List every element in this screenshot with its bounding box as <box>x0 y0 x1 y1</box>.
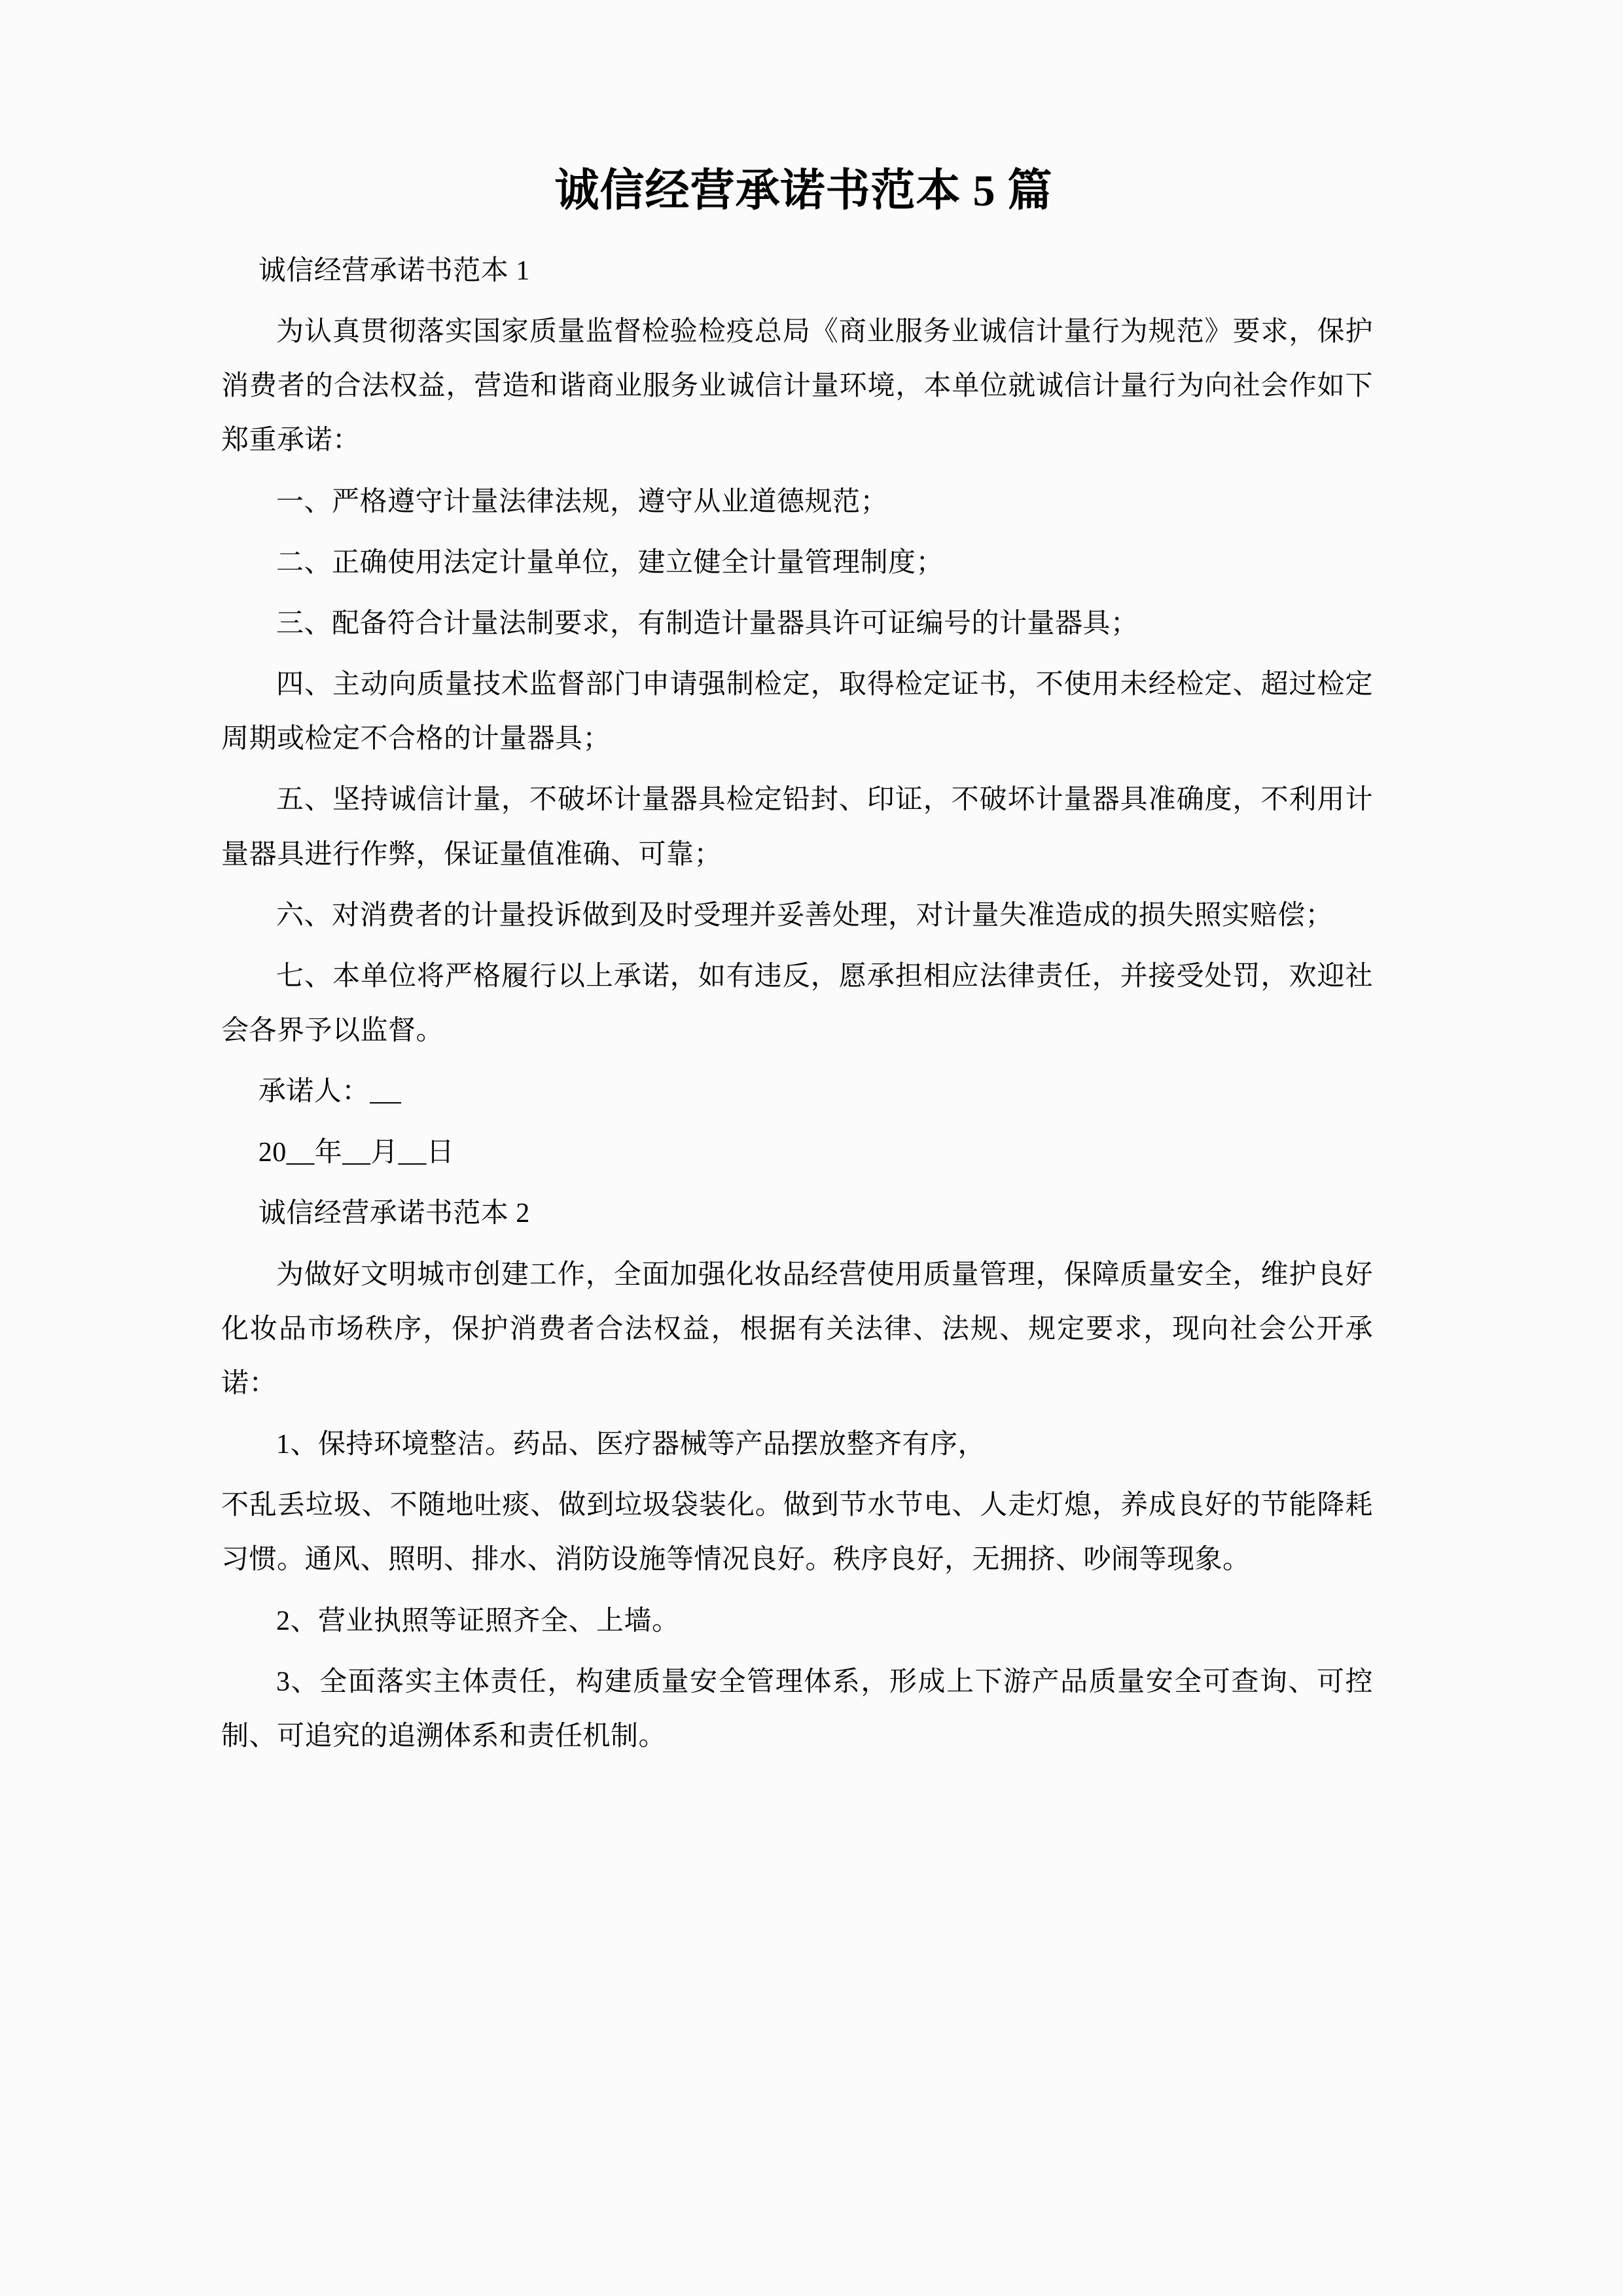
section-1-item-3: 三、配备符合计量法制要求，有制造计量器具许可证编号的计量器具； <box>276 608 1139 639</box>
section-label-1: 诚信经营承诺书范本 1 <box>258 255 530 286</box>
section-1-item-5: 五、坚持诚信计量，不破坏计量器具检定铅封、印证，不破坏计量器具准确度，不利用计量器具进行作弊，保证量值准确、可靠； <box>221 785 1373 870</box>
section-1-item-1: 一、严格遵守计量法律法规，遵守从业道德规范； <box>276 486 889 517</box>
promisor-signature-line <box>221 1065 1373 1119</box>
document-content <box>221 164 1373 1770</box>
section-2-item-2: 2、营业执照等证照齐全、上墙。 <box>276 1605 680 1636</box>
section-label-2: 诚信经营承诺书范本 2 <box>258 1198 530 1229</box>
section-1-item-7: 七、本单位将严格履行以上承诺，如有违反，愿承担相应法律责任，并接受处罚，欢迎社会各界予以监督。 <box>221 961 1373 1046</box>
section-1-item-4: 四、主动向质量技术监督部门申请强制检定，取得检定证书，不使用未经检定、超过检定周期或检定不合格的计量器具； <box>221 670 1373 755</box>
section-1-paragraph-intro: 为认真贯彻落实国家质量监督检验检疫总局《商业服务业诚信计量行为规范》要求，保护消费者的合法权益，营造和谐商业服务业诚信计量环境，本单位就诚信计量行为向社会作如下郑重承诺： <box>221 317 1373 456</box>
date-line: 20__年__月__日 <box>258 1138 455 1168</box>
section-1-item-2: 二、正确使用法定计量单位，建立健全计量管理制度； <box>276 547 944 578</box>
section-2-item-1-continued: 不乱丢垃圾、不随地吐痰、做到垃圾袋装化。做到节水节电、人走灯熄，养成良好的节能降耗习惯。通风、照明、排水、消防设施等情况良好。秩序良好，无拥挤、吵闹等现象。 <box>221 1490 1373 1575</box>
section-1-item-6: 六、对消费者的计量投诉做到及时受理并妥善处理，对计量失准造成的损失照实赔偿； <box>276 900 1334 931</box>
promisor-label: 承诺人： <box>258 1077 370 1107</box>
promisor-blank <box>370 1083 401 1103</box>
section-2-item-3: 3、全面落实主体责任，构建质量安全管理体系，形成上下游产品质量安全可查询、可控制、可追究的追溯体系和责任机制。 <box>221 1666 1373 1751</box>
section-2-paragraph-intro: 为做好文明城市创建工作，全面加强化妆品经营使用质量管理，保障质量安全，维护良好化妆品市场秩序，保护消费者合法权益，根据有关法律、法规、规定要求，现向社会公开承诺： <box>221 1259 1373 1399</box>
section-2-item-1: 1、保持环境整洁。药品、医疗器械等产品摆放整齐有序， <box>276 1429 986 1460</box>
page-title: 诚信经营承诺书范本 5 篇 <box>554 166 1053 215</box>
